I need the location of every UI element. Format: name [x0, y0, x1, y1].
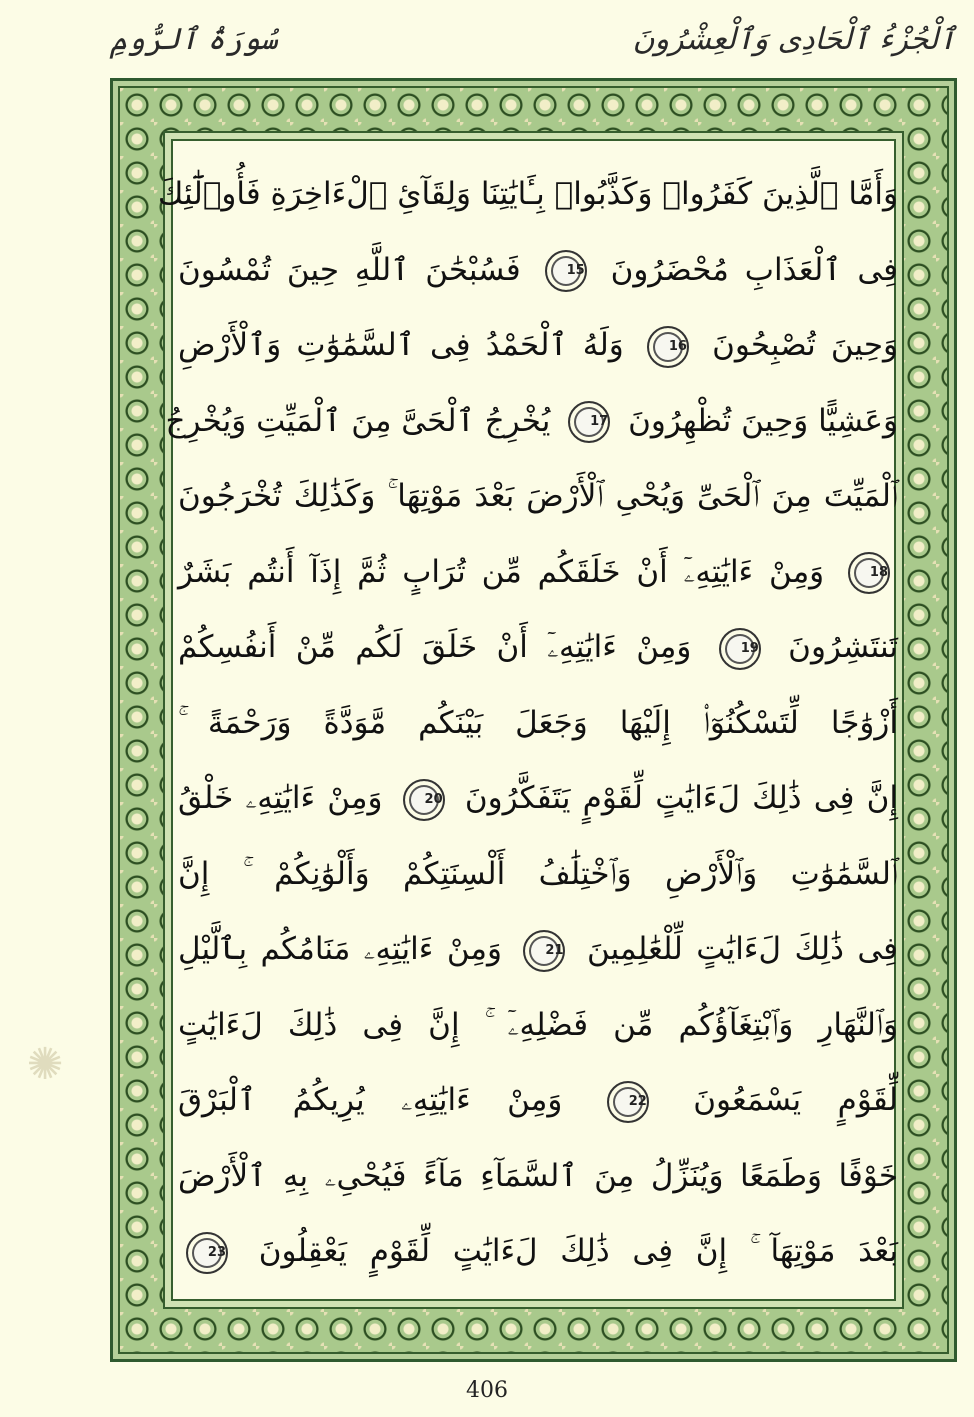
- verse-text: تَنتَشِرُونَ: [788, 629, 899, 665]
- ayah-number-marker: 20: [403, 779, 445, 821]
- text-line: [165, 387, 898, 455]
- verse-text: وَمِنْ ءَايَٰتِهِۦٓ أَنْ خَلَقَ لَكُم مِّنْ أَنفُسِكُمْ: [178, 629, 692, 665]
- page-number: 406: [466, 1378, 508, 1403]
- text-line: [178, 764, 898, 832]
- ayah-number-marker: 22: [607, 1081, 649, 1123]
- verse-text: لِّقَوْمٍ يَسْمَعُونَ: [693, 1082, 898, 1118]
- ayah-number-marker: 18: [848, 552, 890, 594]
- text-line: [178, 1217, 898, 1285]
- verse-text: وَمِنْ ءَايَٰتِهِۦ خَلْقُ: [178, 780, 383, 816]
- ayah-number-marker: 16: [647, 326, 689, 368]
- verse-text: فِى ٱلْعَذَابِ مُحْضَرُونَ: [610, 251, 898, 288]
- text-line: [178, 1066, 898, 1134]
- text-line: [178, 462, 898, 530]
- ayah-number-marker: 17: [568, 401, 610, 443]
- text-line: [178, 840, 898, 908]
- verse-text: أَزْوَٰجًا لِّتَسْكُنُوٓا۟ إِلَيْهَا وَجَعَلَ بَيْنَكُم مَّوَدَّةً وَرَحْمَةً ۚ: [178, 704, 898, 741]
- text-line: [157, 160, 898, 228]
- verse-text: وَعَشِيًّا وَحِينَ تُظْهِرُونَ: [628, 402, 898, 439]
- text-line: [178, 991, 898, 1059]
- verse-text: يُخْرِجُ ٱلْحَىَّ مِنَ ٱلْمَيِّتِ وَيُخْرِجُ: [165, 402, 551, 439]
- verse-text: فِى ذَٰلِكَ لَءَايَٰتٍ لِّلْعَٰلِمِينَ: [586, 931, 899, 967]
- verse-text: فَسُبْحَٰنَ ٱللَّهِ حِينَ تُمْسُونَ: [178, 251, 521, 288]
- verse-text: وَأَمَّا ٱلَّذِينَ كَفَرُوا۟ وَكَذَّبُوا۟ بِـَٔايَٰتِنَا وَلِقَآئِ ٱلْءَاخِرَةِ فَأُو۟لَٰٓئِكَ: [157, 176, 898, 212]
- verse-text: خَوْفًا وَطَمَعًا وَيُنَزِّلُ مِنَ ٱلسَّمَآءِ مَآءً فَيُحْىِۦ بِهِ ٱلْأَرْضَ: [178, 1157, 898, 1194]
- text-line: [178, 689, 898, 757]
- ayah-number-marker: 21: [523, 930, 565, 972]
- juz-title: ٱلْجُزْءُ ٱلْحَادِى وَٱلْعِشْرُونَ: [632, 22, 956, 57]
- quran-text: [157, 160, 899, 1290]
- verse-text: وَمِنْ ءَايَٰتِهِۦ يُرِيكُمُ ٱلْبَرْقَ: [178, 1082, 563, 1118]
- verse-text: وَمِنْ ءَايَٰتِهِۦٓ أَنْ خَلَقَكُم مِّن تُرَابٍ ثُمَّ إِذَآ أَنتُم بَشَرٌ: [178, 553, 825, 590]
- verse-text: ٱلْمَيِّتَ مِنَ ٱلْحَىِّ وَيُحْىِ ٱلْأَرْضَ بَعْدَ مَوْتِهَا ۚ وَكَذَٰلِكَ تُخْرَجُونَ: [178, 478, 898, 514]
- ayah-number-marker: 19: [719, 628, 761, 670]
- text-line: [178, 613, 898, 681]
- text-line: [178, 236, 898, 304]
- verse-text: وَحِينَ تُصْبِحُونَ: [712, 327, 898, 363]
- ayah-number-marker: 15: [545, 250, 587, 292]
- verse-text: وَمِنْ ءَايَٰتِهِۦ مَنَامُكُم بِٱلَّيْلِ: [178, 931, 502, 967]
- page-header: [0, 14, 974, 74]
- surah-title: سُورَةُ ٱلرُّومِ: [110, 22, 278, 57]
- ayah-number-marker: 23: [186, 1232, 228, 1274]
- margin-ornament-icon: ✺: [26, 1039, 64, 1090]
- verse-text: وَلَهُ ٱلْحَمْدُ فِى ٱلسَّمَٰوَٰتِ وَٱلْأَرْضِ: [178, 327, 624, 363]
- text-line: [178, 538, 898, 606]
- text-line: [178, 915, 898, 983]
- verse-text: ٱلسَّمَٰوَٰتِ وَٱلْأَرْضِ وَٱخْتِلَٰفُ أَلْسِنَتِكُمْ وَأَلْوَٰنِكُمْ ۚ إِنَّ: [178, 855, 898, 892]
- verse-text: إِنَّ فِى ذَٰلِكَ لَءَايَٰتٍ لِّقَوْمٍ يَتَفَكَّرُونَ: [464, 780, 899, 816]
- text-line: [178, 311, 898, 379]
- verse-text: بَعْدَ مَوْتِهَآ ۚ إِنَّ فِى ذَٰلِكَ لَءَايَٰتٍ لِّقَوْمٍ يَعْقِلُونَ: [258, 1233, 898, 1269]
- text-line: [178, 1142, 898, 1210]
- verse-text: وَٱلنَّهَارِ وَٱبْتِغَآؤُكُم مِّن فَضْلِهِۦٓ ۚ إِنَّ فِى ذَٰلِكَ لَءَايَٰتٍ: [178, 1006, 898, 1043]
